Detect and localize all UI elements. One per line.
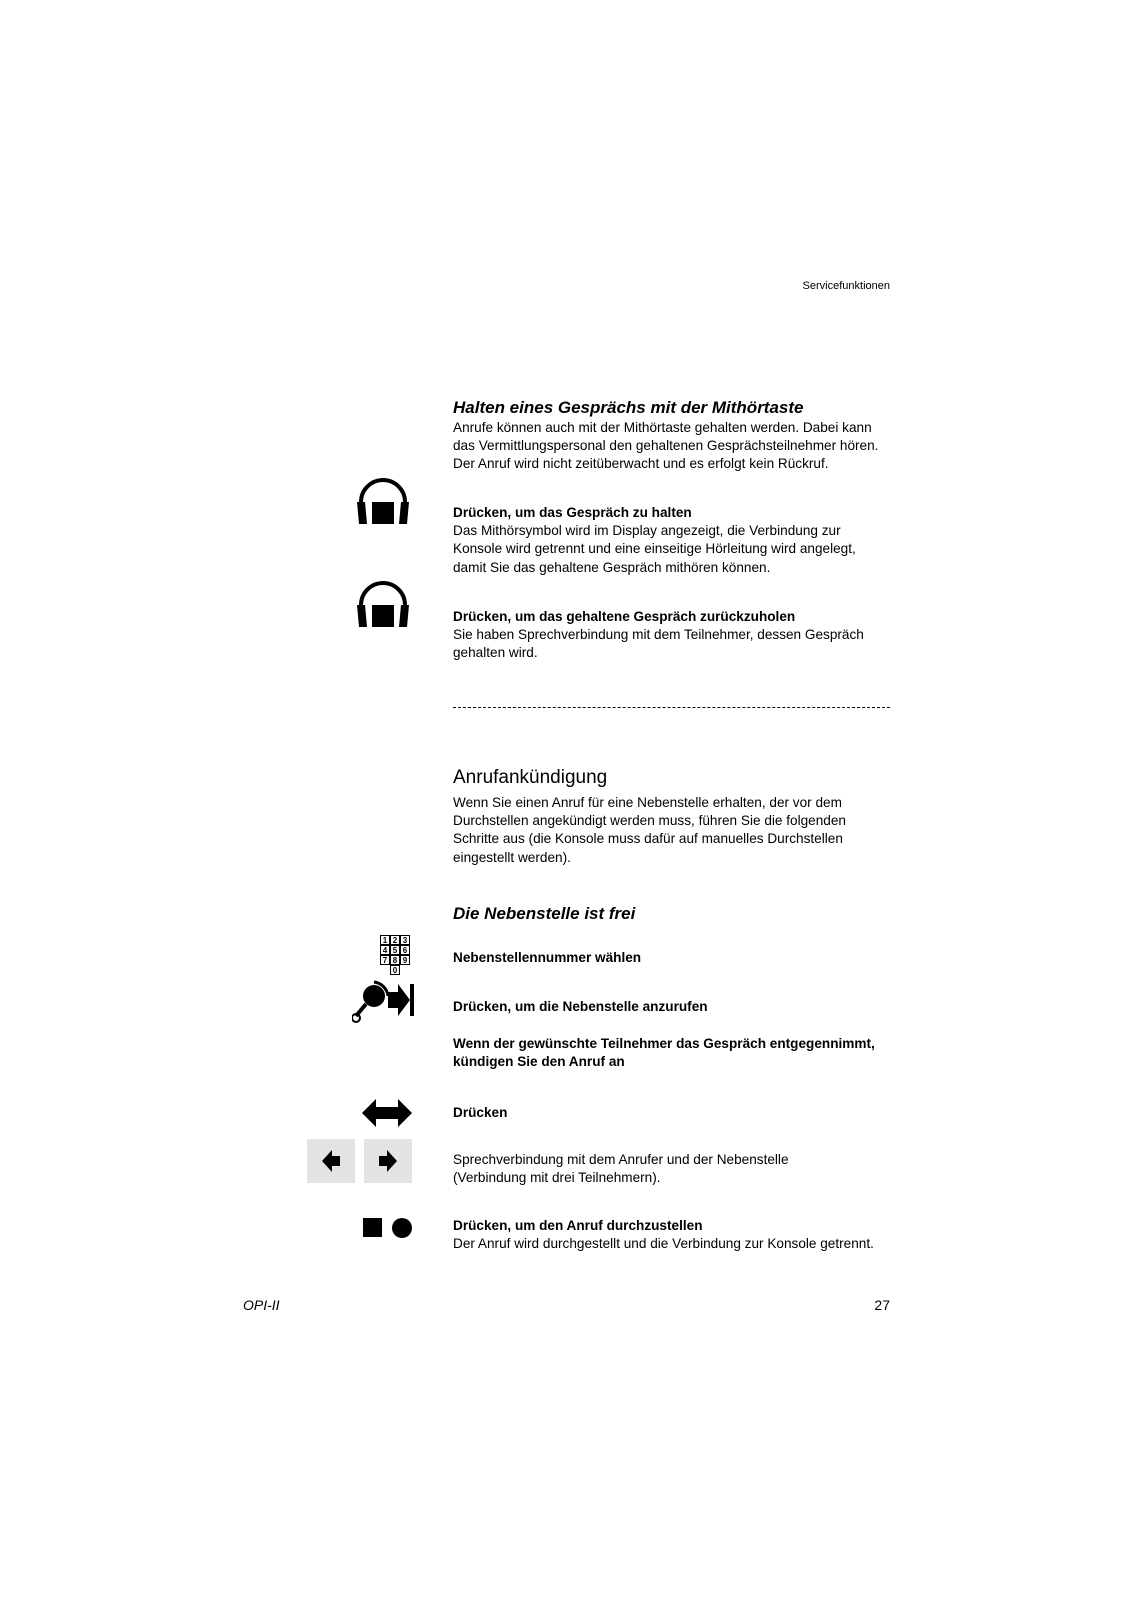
- running-header: Servicefunktionen: [802, 280, 890, 292]
- keypad-key: 7: [380, 955, 390, 965]
- keypad-key: 8: [390, 955, 400, 965]
- page-number: 27: [874, 1297, 890, 1313]
- keypad-spacer: [380, 965, 390, 975]
- note-line: Wenn der gewünschte Teilnehmer das Gespräch entgegennimmt,: [453, 1036, 875, 1051]
- headset-icon: [353, 575, 413, 631]
- hold-intro: [453, 419, 913, 474]
- keypad-key: 6: [400, 945, 410, 955]
- announce-intro-line: eingestellt werden).: [453, 849, 571, 865]
- step-title: Drücken: [453, 1105, 508, 1120]
- announce-step-dial: [453, 949, 913, 967]
- step-title: Drücken, um das gehaltene Gespräch zurückzuholen: [453, 609, 796, 624]
- note-line: kündigen Sie den Anruf an: [453, 1054, 625, 1070]
- call-extension-icon: [352, 978, 414, 1026]
- arrow-keys-icon: [307, 1139, 412, 1183]
- announce-step-press: [453, 1104, 913, 1122]
- hold-step-2: [453, 608, 913, 663]
- announce-intro-line: Schritte aus (die Konsole muss dafür auf manuelles Durchstellen: [453, 831, 843, 847]
- announce-step-transfer: [453, 1217, 913, 1253]
- keypad-key: 2: [390, 935, 400, 945]
- announce-step-conf: [453, 1151, 913, 1187]
- section-divider: [453, 707, 890, 708]
- arrow-left-key: [307, 1139, 355, 1183]
- step-title: Drücken, um die Nebenstelle anzurufen: [453, 999, 708, 1014]
- section-title-hold: Halten eines Gesprächs mit der Mithörtaste: [453, 398, 804, 417]
- announce-intro-line: Wenn Sie einen Anruf für eine Nebenstelle erhalten, der vor dem: [453, 795, 842, 810]
- hold-intro-line: das Vermittlungspersonal den gehaltenen Gesprächsteilnehmer hören.: [453, 438, 879, 454]
- subsection-title: Die Nebenstelle ist frei: [453, 904, 636, 923]
- arrow-right-icon: [379, 1150, 397, 1172]
- keypad-key: 1: [380, 935, 390, 945]
- hold-intro-line: Der Anruf wird nicht zeitüberwacht und es erfolgt kein Rückruf.: [453, 456, 829, 472]
- step-text: Der Anruf wird durchgestellt und die Verbindung zur Konsole getrennt.: [453, 1236, 874, 1252]
- hold-intro-line: Anrufe können auch mit der Mithörtaste gehalten werden. Dabei kann: [453, 420, 872, 435]
- arrow-right-key: [364, 1139, 412, 1183]
- arrow-left-icon: [322, 1150, 340, 1172]
- step-text: (Verbindung mit drei Teilnehmern).: [453, 1170, 661, 1186]
- keypad-icon: [380, 935, 410, 975]
- step-title: Drücken, um das Gespräch zu halten: [453, 505, 692, 520]
- section-title-announce: Anrufankündigung: [453, 767, 608, 788]
- keypad-key: 5: [390, 945, 400, 955]
- step-text: Sprechverbindung mit dem Anrufer und der Nebenstelle: [453, 1152, 789, 1167]
- square-circle-icon: [363, 1217, 413, 1239]
- step-text: damit Sie das gehaltene Gespräch mithören können.: [453, 559, 771, 575]
- step-title: Drücken, um den Anruf durchzustellen: [453, 1218, 703, 1233]
- keypad-key: 0: [390, 965, 400, 975]
- keypad-key: 9: [400, 955, 410, 965]
- headset-icon: [353, 472, 413, 528]
- keypad-key: 3: [400, 935, 410, 945]
- step-title: Nebenstellennummer wählen: [453, 950, 642, 965]
- double-arrow-icon: [362, 1097, 412, 1129]
- keypad-spacer: [400, 965, 410, 975]
- step-text: Das Mithörsymbol wird im Display angezeigt, die Verbindung zur: [453, 523, 841, 539]
- announce-intro: [453, 794, 913, 867]
- keypad-key: 4: [380, 945, 390, 955]
- announce-note: [453, 1035, 913, 1071]
- footer-doc-name: OPI-II: [243, 1297, 280, 1313]
- announce-step-call: [453, 998, 913, 1016]
- announce-intro-line: Durchstellen angekündigt werden muss, führen Sie die folgenden: [453, 813, 846, 829]
- step-text: gehalten wird.: [453, 645, 538, 661]
- step-text: Sie haben Sprechverbindung mit dem Teilnehmer, dessen Gespräch: [453, 627, 864, 643]
- hold-step-1: [453, 504, 913, 577]
- step-text: Konsole wird getrennt und eine einseitige Hörleitung wird angelegt,: [453, 541, 856, 557]
